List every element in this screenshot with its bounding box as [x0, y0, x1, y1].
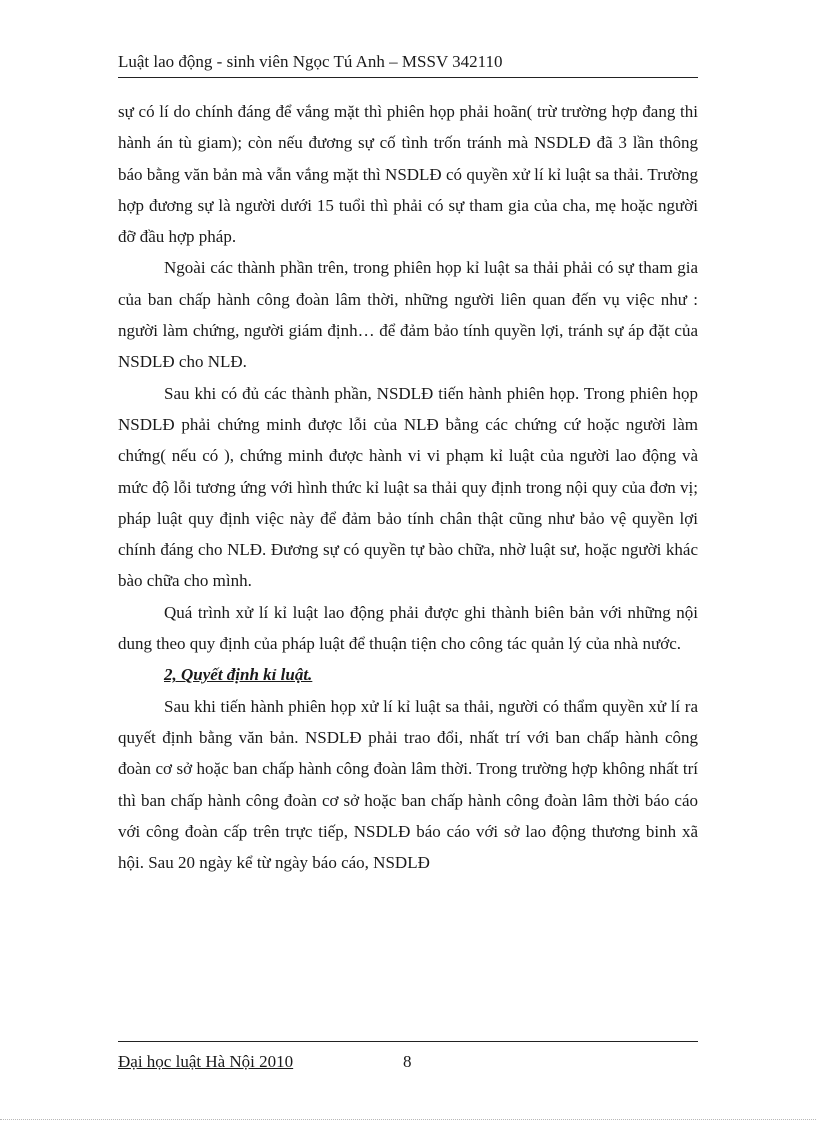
header-divider — [118, 77, 698, 78]
page-header: Luật lao động - sinh viên Ngọc Tú Anh – MSSV 342110 — [118, 52, 503, 71]
page-edge — [0, 1119, 816, 1120]
paragraph-2: Ngoài các thành phần trên, trong phiên họp kỉ luật sa thải phải có sự tham gia của ban chấp hành công đoàn lâm thời, những người liên quan đến vụ việc như : người làm chứng, người giám định… để đảm bảo tính quyền lợi, tránh sự áp đặt của NSDLĐ cho NLĐ. — [118, 258, 698, 372]
section-heading: 2, Quyết định kỉ luật. — [164, 665, 313, 685]
paragraph-3: Sau khi có đủ các thành phần, NSDLĐ tiến hành phiên họp. Trong phiên họp NSDLĐ phải chứng minh được lỗi của NLĐ bằng các chứng cứ hoặc người làm chứng( nếu có ), chứng minh được hành vi vi phạm kỉ luật của người lao động và mức độ lỗi tương ứng với hình thức kỉ luật sa thải quy định trong nội quy của đơn vị; pháp luật quy định việc này để đảm bảo tính chân thật cũng như bảo vệ quyền lợi chính đáng cho NLĐ. Đương sự có quyền tự bào chữa, nhờ luật sư, hoặc người khác bào chữa cho mình. — [118, 383, 698, 591]
paragraph-5: Sau khi tiến hành phiên họp xử lí kỉ luật sa thải, người có thẩm quyền xử lí ra quyết định bằng văn bản. NSDLĐ phải trao đổi, nhất trí với ban chấp hành công đoàn cơ sở hoặc ban chấp hành công đoàn lâm thời. Trong trường hợp không nhất trí thì ban chấp hành công đoàn cơ sở hoặc ban chấp hành công đoàn lâm thời báo cáo với công đoàn cấp trên trực tiếp, NSDLĐ báo cáo với sở lao động thương binh xã hội. Sau 20 ngày kể từ ngày báo cáo, NSDLĐ — [118, 696, 698, 873]
footer-divider — [118, 1041, 698, 1042]
paragraph-4: Quá trình xử lí kỉ luật lao động phải được ghi thành biên bản với những nội dung theo quy định của pháp luật để thuận tiện cho công tác quản lý của nhà nước. — [118, 602, 698, 654]
paragraph-1: sự có lí do chính đáng để vắng mặt thì phiên họp phải hoãn( trừ trường hợp đang thi hành án tù giam); còn nếu đương sự cố tình trốn tránh mà NSDLĐ đã 3 lần thông báo bằng văn bản mà vẫn vắng mặt thì NSDLĐ có quyền xử lí kỉ luật sa thải. Trường hợp đương sự là người dưới 15 tuổi thì phải có sự tham gia của cha, mẹ hoặc người đỡ đầu hợp pháp. — [118, 102, 698, 247]
document-body — [118, 96, 698, 878]
page-number: 8 — [403, 1052, 412, 1071]
footer-text: Đại học luật Hà Nội 2010 — [118, 1052, 294, 1071]
